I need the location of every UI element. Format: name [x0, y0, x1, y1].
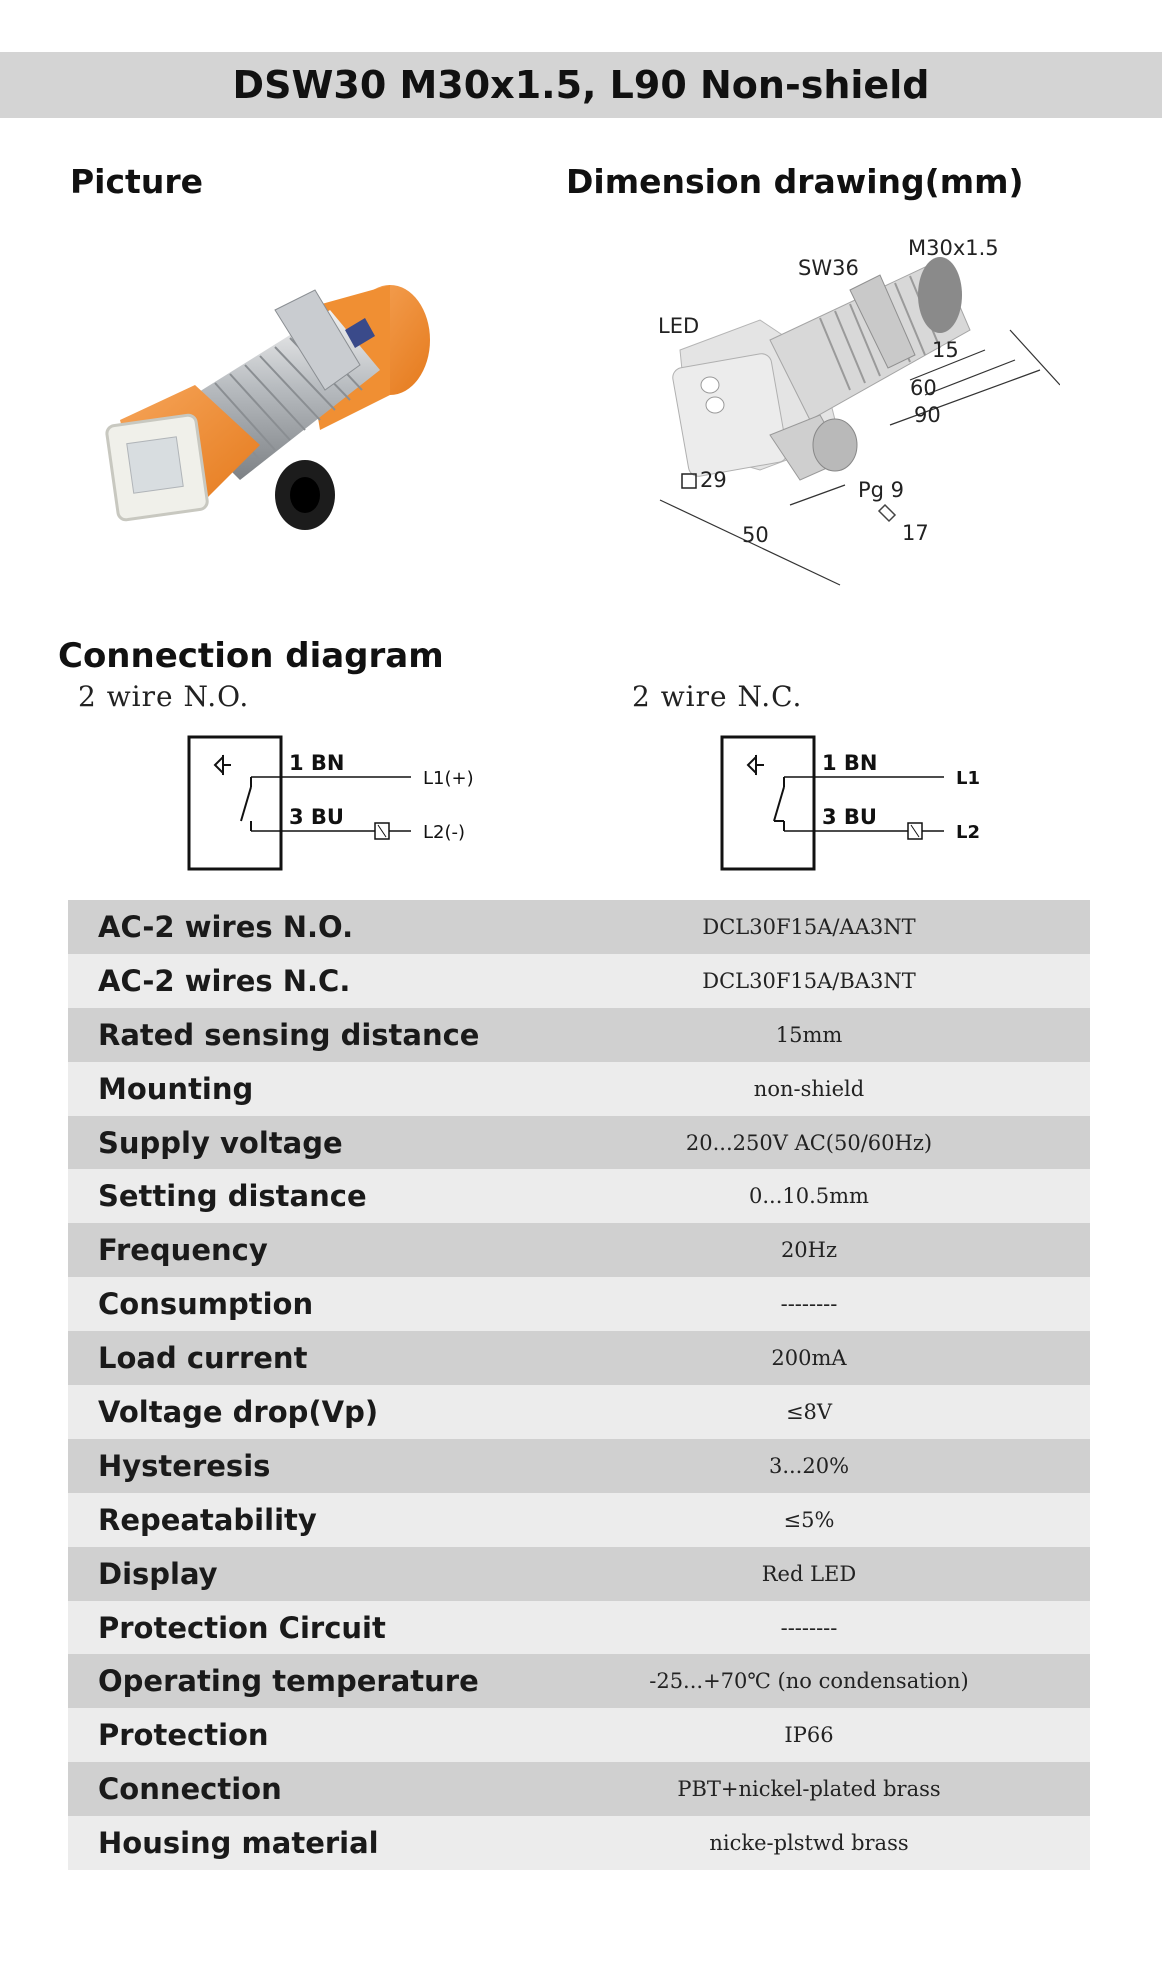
table-row — [68, 1008, 1090, 1062]
table-row — [68, 1601, 1090, 1655]
spec-table — [68, 900, 1090, 1870]
square-symbol-icon — [682, 474, 696, 488]
spec-value: 0...10.5mm — [749, 1184, 869, 1209]
dim-15-label: 15 — [932, 338, 959, 362]
spec-value: DCL30F15A/AA3NT — [702, 914, 916, 939]
spec-label: Housing material — [98, 1826, 379, 1861]
table-row — [68, 1493, 1090, 1547]
dim-17-label: 17 — [902, 521, 929, 545]
nc-wire3-label: 3 BU — [822, 805, 877, 829]
sensor-symbol-icon — [748, 757, 756, 773]
connection-heading: Connection diagram — [58, 636, 444, 676]
table-row — [68, 1439, 1090, 1493]
spec-value: ≤5% — [783, 1507, 835, 1532]
no-terminal-l1-label: L1(+) — [423, 768, 474, 789]
spec-value: DCL30F15A/BA3NT — [702, 968, 916, 993]
spec-value: -25...+70℃ (no condensation) — [649, 1669, 969, 1694]
table-row — [68, 1331, 1090, 1385]
picture-heading: Picture — [70, 162, 203, 201]
nc-terminal-l1-label: L1 — [956, 768, 980, 789]
dim-60-label: 60 — [910, 376, 937, 400]
spec-value: nicke-plstwd brass — [709, 1831, 909, 1856]
nc-wire1-label: 1 BN — [822, 751, 878, 775]
dimension-heading: Dimension drawing(mm) — [566, 162, 1024, 201]
spec-label: Supply voltage — [98, 1125, 343, 1160]
table-row — [68, 954, 1090, 1008]
spec-value: -------- — [780, 1615, 838, 1640]
table-row — [68, 1277, 1090, 1331]
table-row — [68, 1654, 1090, 1708]
no-wiring-label: 2 wire N.O. — [78, 680, 250, 713]
table-row — [68, 1547, 1090, 1601]
wrench-icon — [879, 505, 895, 521]
spec-label: Hysteresis — [98, 1448, 271, 1483]
table-row — [68, 1762, 1090, 1816]
dimension-drawing — [640, 230, 1060, 590]
no-wire1-label: 1 BN — [289, 751, 345, 775]
table-row — [68, 900, 1090, 954]
spec-value: ≤8V — [785, 1399, 833, 1424]
spec-value: IP66 — [784, 1723, 834, 1748]
dim-led-label: LED — [658, 314, 700, 338]
table-row — [68, 1223, 1090, 1277]
dim-pg-label: Pg 9 — [858, 478, 905, 502]
spec-label: Frequency — [98, 1233, 268, 1268]
spec-value: Red LED — [761, 1561, 857, 1586]
no-wiring-diagram — [185, 733, 485, 878]
table-row — [68, 1062, 1090, 1116]
table-row — [68, 1385, 1090, 1439]
dim-thread-label: M30x1.5 — [908, 236, 999, 260]
spec-value: 3...20% — [768, 1453, 850, 1478]
spec-label: AC-2 wires N.O. — [98, 909, 354, 944]
table-row — [68, 1708, 1090, 1762]
dim-50-label: 50 — [742, 523, 769, 547]
spec-label: Rated sensing distance — [98, 1017, 480, 1052]
spec-value: 20Hz — [780, 1238, 838, 1263]
spec-label: Repeatability — [98, 1502, 317, 1537]
sensor-symbol-icon — [215, 757, 223, 773]
table-row — [68, 1169, 1090, 1223]
spec-label: Display — [98, 1556, 218, 1591]
dim-90-label: 90 — [914, 403, 941, 427]
spec-label: Voltage drop(Vp) — [98, 1394, 379, 1429]
product-image — [100, 270, 440, 560]
spec-label: Load current — [98, 1341, 308, 1376]
no-terminal-l2-label: L2(-) — [423, 822, 466, 843]
spec-value: 15mm — [775, 1022, 843, 1047]
no-wire3-label: 3 BU — [289, 805, 344, 829]
spec-value: non-shield — [753, 1076, 865, 1101]
table-row — [68, 1816, 1090, 1870]
nc-terminal-l2-label: L2 — [956, 822, 980, 843]
spec-label: Protection — [98, 1718, 269, 1753]
spec-value: -------- — [780, 1292, 838, 1317]
dim-29-label: 29 — [700, 468, 727, 492]
table-row — [68, 1116, 1090, 1170]
spec-label: Operating temperature — [98, 1664, 479, 1699]
spec-value: 200mA — [771, 1346, 847, 1371]
dim-sw-label: SW36 — [798, 256, 859, 280]
spec-label: Mounting — [98, 1071, 254, 1106]
nc-wiring-diagram — [718, 733, 1018, 878]
spec-label: Consumption — [98, 1287, 314, 1322]
page-title: DSW30 M30x1.5, L90 Non-shield — [0, 52, 1162, 118]
spec-value: 20...250V AC(50/60Hz) — [685, 1130, 933, 1155]
spec-value: PBT+nickel-plated brass — [677, 1777, 941, 1802]
nc-wiring-label: 2 wire N.C. — [632, 680, 803, 713]
spec-label: Connection — [98, 1772, 282, 1807]
spec-label: AC-2 wires N.C. — [98, 963, 351, 998]
spec-label: Protection Circuit — [98, 1610, 386, 1645]
spec-label: Setting distance — [98, 1179, 367, 1214]
